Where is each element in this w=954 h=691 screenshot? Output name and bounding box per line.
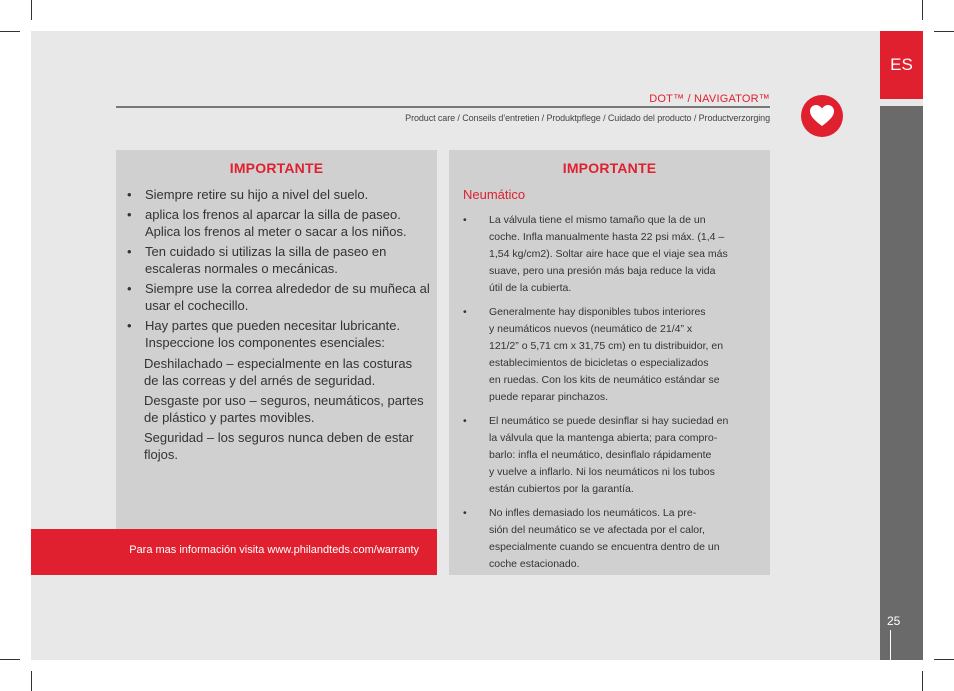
list-item: • No infles demasiado los neumáticos. La pre- sión del neumático se ve afectada por el calor, especialmente cuando se encuentra dentro de un coche estacionado. [463, 507, 720, 570]
crop-mark [0, 659, 20, 660]
crop-mark [31, 0, 32, 20]
bullet-icon: • [127, 187, 132, 202]
bullet-icon: • [127, 281, 132, 296]
crop-mark [31, 671, 32, 691]
heart-icon [801, 95, 843, 137]
crop-mark [922, 0, 923, 20]
list-item: • Siempre use la correa alrededor de su muñeca al usar el cochecillo. [127, 281, 430, 313]
header-rule [116, 106, 770, 108]
list-item: • Siempre retire su hijo a nivel del suelo. [127, 187, 369, 202]
header-subtitle: Product care / Conseils d’entretien / Produktpflege / Cuidado del producto / Productverzorging [405, 113, 770, 123]
important-panel-left [116, 150, 437, 575]
warranty-link[interactable]: Para mas información visita www.philandteds.com/warranty [129, 544, 419, 556]
inspection-item: Deshilachado – especialmente en las costuras de las correas y del arnés de seguridad. [144, 356, 413, 388]
side-strip [880, 106, 923, 660]
list-item: • La válvula tiene el mismo tamaño que la de un coche. Infla manualmente hasta 22 psi máx. (1,4 – 1,54 kg/cm2). Soltar aire hace que el viaje sea más suave, pero una presión más baja reduce la vida útil de la cubierta. [463, 214, 728, 294]
list-item: • Generalmente hay disponibles tubos interiores y neumáticos nuevos (neumático de 21/4” x 121/2” o 5,71 cm x 31,75 cm) en tu distribuidor, en establecimientos de bicicletas o especializados en ruedas. Con los kits de neumático estándar se puede reparar pinchazos. [463, 306, 724, 403]
section-subtitle: Neumático [463, 187, 526, 202]
safety-list [125, 186, 435, 354]
important-panel-right [449, 150, 770, 575]
panel-title: IMPORTANTE [229, 160, 324, 176]
page-number-rule [890, 630, 891, 660]
crop-mark [934, 659, 954, 660]
bullet-icon: • [463, 214, 467, 226]
inspection-item: Desgaste por uso – seguros, neumáticos, partes de plástico y partes movibles. [144, 393, 424, 425]
bullet-icon: • [127, 207, 132, 222]
panel-title: IMPORTANTE [562, 160, 657, 176]
header-title: DOT™ / NAVIGATOR™ [649, 93, 770, 105]
crop-mark [0, 31, 20, 32]
list-item: • El neumático se puede desinflar si hay suciedad en la válvula que la mantenga abierta; para compro- barlo: infla el neumático, desinflalo rápidamente y vuelve a inflarlo. Ni los neumáticos ni los tubos están cubiertos por la garantía. [463, 415, 729, 495]
list-item: • Hay partes que pueden necesitar lubricante. Inspeccione los componentes esenciales: [127, 318, 401, 350]
bullet-icon: • [463, 415, 467, 427]
list-item: • Ten cuidado si utilizas la silla de paseo en escaleras normales o mecánicas. [127, 244, 387, 276]
bullet-icon: • [463, 507, 467, 519]
bullet-icon: • [127, 318, 132, 333]
warranty-banner [31, 529, 437, 575]
page-number: 25 [887, 614, 901, 628]
bullet-icon: • [463, 306, 467, 318]
language-tab[interactable]: ES [880, 31, 923, 99]
crop-mark [922, 671, 923, 691]
list-item: • aplica los frenos al aparcar la silla de paseo. Aplica los frenos al meter o sacar a los niños. [127, 207, 407, 239]
tire-list [463, 212, 759, 580]
crop-mark [934, 31, 954, 32]
inspection-item: Seguridad – los seguros nunca deben de estar flojos. [144, 430, 414, 462]
bullet-icon: • [127, 244, 132, 259]
